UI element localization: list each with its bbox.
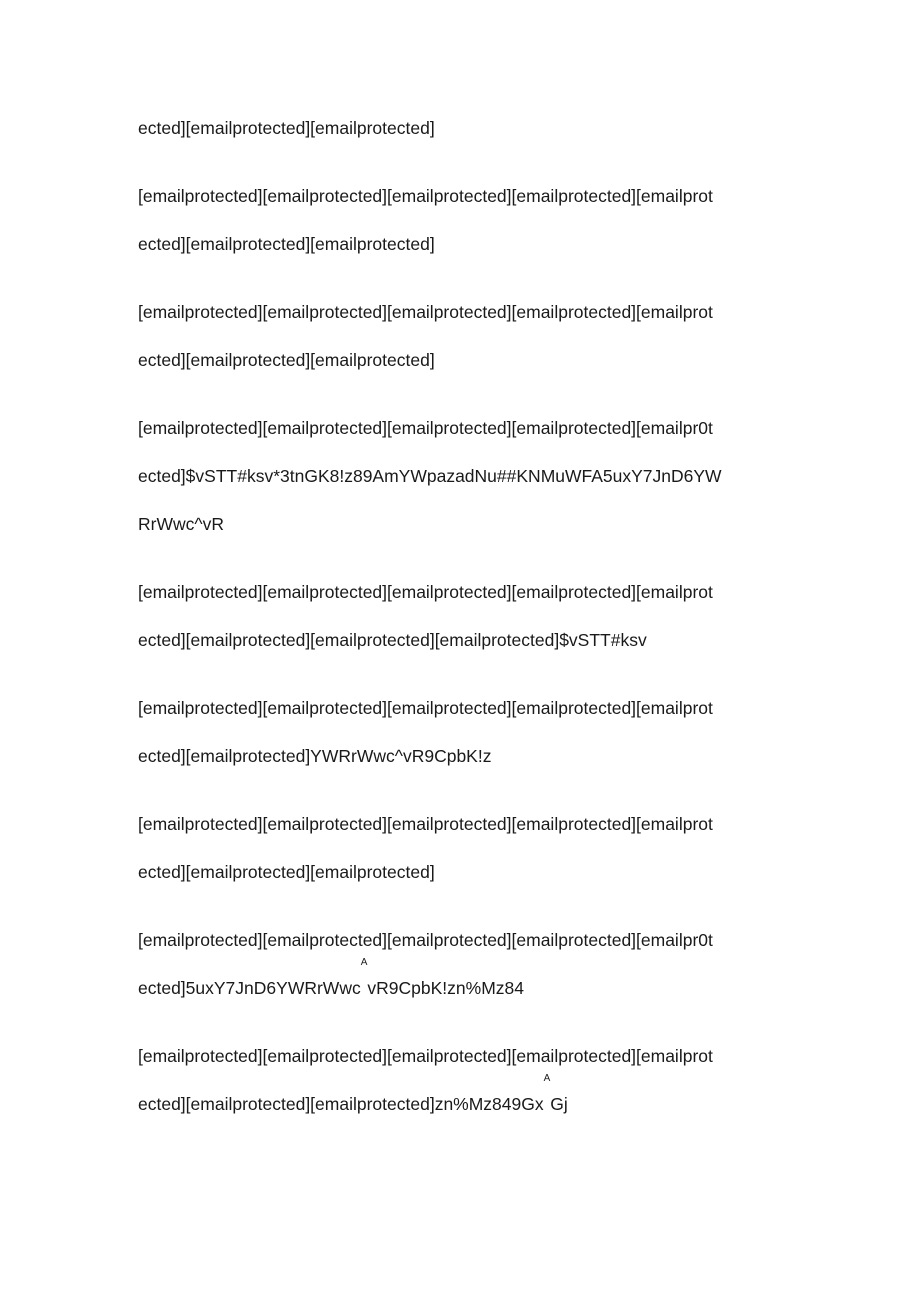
paragraph xyxy=(138,288,798,384)
text-line: [emailprotected][emailprotected][emailprotected][emailprotected][emailprot xyxy=(138,1046,713,1066)
text-line: ected][emailprotected]YWRrWwc^vR9CpbK!z xyxy=(138,746,492,766)
paragraph xyxy=(138,172,798,268)
text-line xyxy=(138,957,798,1012)
text-line: ected]$vSTT#ksv*3tnGK8!z89AmYWpazadNu##KNMuWFA5uxY7JnD6YW xyxy=(138,466,722,486)
paragraph xyxy=(138,568,798,664)
text-line: [emailprotected][emailprotected][emailprotected][emailprotected][emailprot xyxy=(138,698,713,718)
text-line: [emailprotected][emailprotected][emailprotected][emailprotected][emailpr0t xyxy=(138,418,713,438)
text-line: ected][emailprotected][emailprotected] xyxy=(138,350,435,370)
text-line: [emailprotected][emailprotected][emailprotected][emailprotected][emailprot xyxy=(138,302,713,322)
paragraph xyxy=(138,1032,798,1128)
text-line: ected][emailprotected][emailprotected] xyxy=(138,234,435,254)
paragraph xyxy=(138,684,798,780)
text-line: RrWwc^vR xyxy=(138,514,224,534)
superscript-text: A xyxy=(543,1073,551,1084)
superscript-text: A xyxy=(360,957,368,968)
text-line: [emailprotected][emailprotected][emailprotected][emailprotected][emailprot xyxy=(138,582,713,602)
text-line xyxy=(138,1073,798,1128)
text-segment: ected]5uxY7JnD6YWRrWwc xyxy=(138,978,361,998)
paragraph xyxy=(138,800,798,896)
paragraph xyxy=(138,916,798,1012)
text-line: ected][emailprotected][emailprotected][emailprotected]$vSTT#ksv xyxy=(138,630,647,650)
text-segment: Gj xyxy=(550,1094,568,1114)
paragraph xyxy=(138,104,798,152)
text-line: [emailprotected][emailprotected][emailprotected][emailprotected][emailprot xyxy=(138,814,713,834)
text-segment: vR9CpbK!zn%Mz84 xyxy=(367,978,524,998)
text-segment: ected][emailprotected][emailprotected]zn%Mz849Gx xyxy=(138,1094,544,1114)
text-line: [emailprotected][emailprotected][emailprotected][emailprotected][emailprot xyxy=(138,186,713,206)
text-line: ected][emailprotected][emailprotected] xyxy=(138,118,435,138)
paragraph xyxy=(138,404,798,548)
document-body xyxy=(138,104,798,1148)
text-line: ected][emailprotected][emailprotected] xyxy=(138,862,435,882)
text-line: [emailprotected][emailprotected][emailprotected][emailprotected][emailpr0t xyxy=(138,930,713,950)
